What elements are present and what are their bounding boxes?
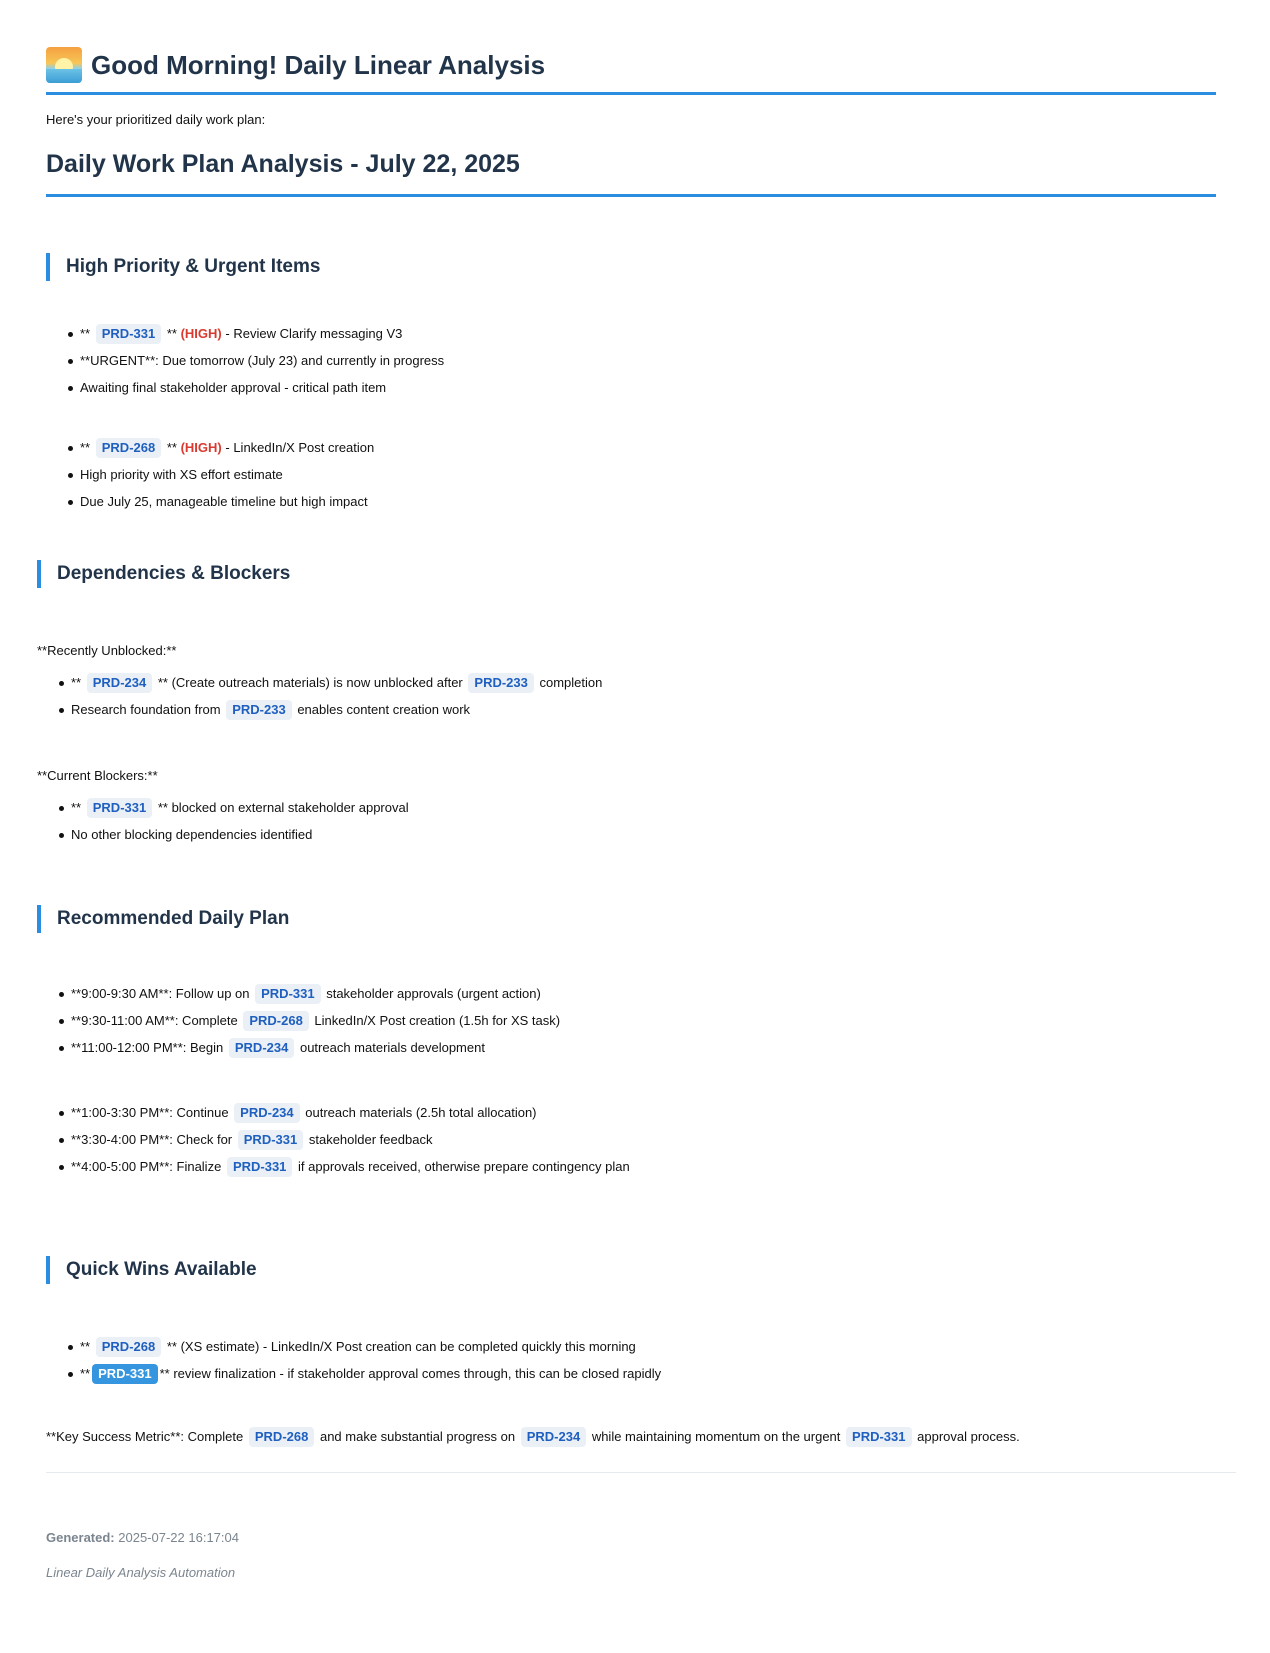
- issue-tag-highlighted[interactable]: PRD-331: [92, 1364, 157, 1384]
- unblocked-list: [37, 672, 602, 726]
- bold-marker: **: [71, 800, 82, 815]
- issue-tag[interactable]: PRD-331: [87, 798, 152, 818]
- priority-label: (HIGH): [180, 440, 222, 455]
- unblocked-label: **Recently Unblocked:**: [37, 643, 177, 658]
- high-priority-list-2: [46, 437, 374, 518]
- issue-tag[interactable]: PRD-234: [521, 1427, 586, 1447]
- item-text: stakeholder feedback: [308, 1132, 433, 1147]
- plan-item: [71, 1129, 630, 1156]
- list-item: [80, 323, 444, 350]
- section-title-dependencies: Dependencies & Blockers: [37, 560, 290, 588]
- issue-tag[interactable]: PRD-331: [96, 324, 161, 344]
- sunrise-icon: [46, 47, 82, 83]
- plan-item: [71, 983, 560, 1010]
- key-success-metric: [46, 1426, 1020, 1448]
- blockers-list: [37, 797, 409, 851]
- issue-tag[interactable]: PRD-234: [229, 1038, 294, 1058]
- issue-tag[interactable]: PRD-268: [249, 1427, 314, 1447]
- item-text: ** review finalization - if stakeholder approval comes through, this can be closed rapidly: [159, 1366, 662, 1381]
- report-title: Good Morning! Daily Linear Analysis: [91, 49, 546, 80]
- item-text: approval process.: [917, 1429, 1020, 1444]
- bold-marker: **: [71, 675, 82, 690]
- item-text: **1:00-3:30 PM**: Continue: [71, 1105, 229, 1120]
- item-text: ** (XS estimate) - LinkedIn/X Post creation can be completed quickly this morning: [166, 1339, 636, 1354]
- bold-marker: **: [80, 326, 91, 341]
- issue-tag[interactable]: PRD-234: [234, 1103, 299, 1123]
- plan-item: [71, 1037, 560, 1064]
- bold-marker: **: [80, 440, 91, 455]
- list-item: [71, 797, 409, 824]
- list-item: Due July 25, manageable timeline but high impact: [80, 491, 374, 518]
- issue-tag[interactable]: PRD-268: [243, 1011, 308, 1031]
- priority-label: (HIGH): [180, 326, 222, 341]
- item-text: **9:30-11:00 AM**: Complete: [71, 1013, 238, 1028]
- item-text: **9:00-9:30 AM**: Follow up on: [71, 986, 250, 1001]
- list-item: [80, 1336, 661, 1363]
- item-text: while maintaining momentum on the urgent: [591, 1429, 841, 1444]
- high-priority-list-1: [46, 323, 444, 404]
- item-text: stakeholder approvals (urgent action): [326, 986, 541, 1001]
- generated-label: Generated:: [46, 1530, 115, 1545]
- item-text: outreach materials (2.5h total allocation): [305, 1105, 537, 1120]
- item-text: if approvals received, otherwise prepare contingency plan: [298, 1159, 630, 1174]
- plan-item: [71, 1102, 630, 1129]
- generated-timestamp: [46, 1530, 239, 1545]
- bold-marker: **: [80, 1366, 91, 1381]
- list-item: [71, 672, 602, 699]
- item-text: ** blocked on external stakeholder approval: [157, 800, 409, 815]
- issue-tag[interactable]: PRD-268: [96, 1337, 161, 1357]
- bold-marker: **: [166, 440, 177, 455]
- list-item: Awaiting final stakeholder approval - critical path item: [80, 377, 444, 404]
- list-item: **URGENT**: Due tomorrow (July 23) and currently in progress: [80, 350, 444, 377]
- issue-tag[interactable]: PRD-233: [226, 700, 291, 720]
- item-text: enables content creation work: [297, 702, 471, 717]
- footer-signature: Linear Daily Analysis Automation: [46, 1565, 236, 1580]
- item-text: and make substantial progress on: [319, 1429, 516, 1444]
- item-text: - Review Clarify messaging V3: [225, 326, 403, 341]
- issue-tag[interactable]: PRD-234: [87, 673, 152, 693]
- item-text: **3:30-4:00 PM**: Check for: [71, 1132, 233, 1147]
- issue-tag[interactable]: PRD-268: [96, 438, 161, 458]
- issue-tag[interactable]: PRD-331: [255, 984, 320, 1004]
- generated-value: 2025-07-22 16:17:04: [118, 1530, 239, 1545]
- issue-tag[interactable]: PRD-331: [846, 1427, 911, 1447]
- list-item: No other blocking dependencies identified: [71, 824, 409, 851]
- section-title-quick-wins: Quick Wins Available: [46, 1256, 257, 1284]
- plan-title: Daily Work Plan Analysis - July 22, 2025: [46, 146, 1216, 197]
- list-item: [80, 1363, 661, 1390]
- intro-text: Here's your prioritized daily work plan:: [46, 112, 266, 127]
- report-header: [46, 38, 1216, 95]
- issue-tag[interactable]: PRD-331: [227, 1157, 292, 1177]
- bold-marker: **: [166, 326, 177, 341]
- item-text: - LinkedIn/X Post creation: [225, 440, 375, 455]
- issue-tag[interactable]: PRD-331: [238, 1130, 303, 1150]
- section-title-high-priority: High Priority & Urgent Items: [46, 253, 320, 281]
- list-item: [80, 437, 374, 464]
- list-item: [71, 699, 602, 726]
- footer-divider: [46, 1472, 1236, 1473]
- plan-item: [71, 1156, 630, 1183]
- item-text: outreach materials development: [299, 1040, 485, 1055]
- quick-wins-list: [46, 1336, 661, 1390]
- daily-plan-list-afternoon: [37, 1102, 630, 1183]
- daily-plan-list-morning: [37, 983, 560, 1064]
- bold-marker: **: [80, 1339, 91, 1354]
- plan-item: [71, 1010, 560, 1037]
- issue-tag[interactable]: PRD-233: [468, 673, 533, 693]
- list-item: High priority with XS effort estimate: [80, 464, 374, 491]
- item-text: LinkedIn/X Post creation (1.5h for XS task): [314, 1013, 561, 1028]
- item-text: **4:00-5:00 PM**: Finalize: [71, 1159, 222, 1174]
- item-text: **Key Success Metric**: Complete: [46, 1429, 244, 1444]
- item-text: ** (Create outreach materials) is now unblocked after: [157, 675, 463, 690]
- item-text: **11:00-12:00 PM**: Begin: [71, 1040, 224, 1055]
- section-title-daily-plan: Recommended Daily Plan: [37, 905, 289, 933]
- item-text: Research foundation from: [71, 702, 221, 717]
- item-text: completion: [539, 675, 603, 690]
- blockers-label: **Current Blockers:**: [37, 768, 158, 783]
